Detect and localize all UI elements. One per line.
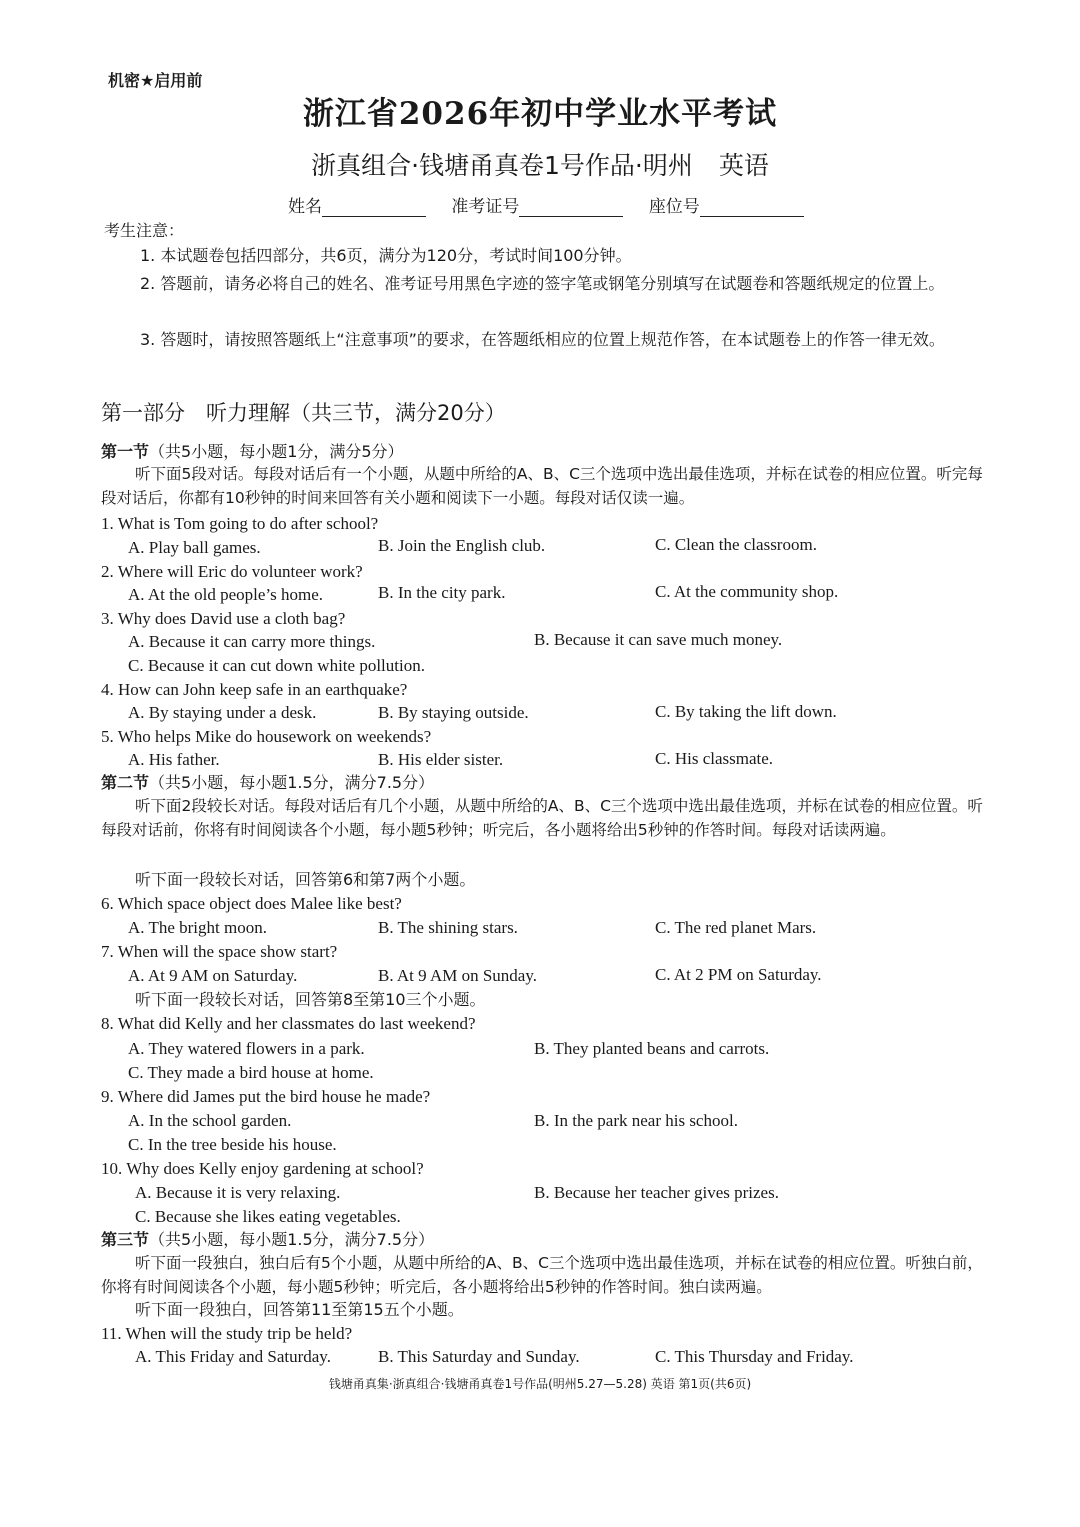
notice-item-2: 2. 答题前，请务必将自己的姓名、准考证号用黑色字迹的签字笔或钢笔分别填写在试题卷和答题纸规定的位置上。 [140,274,945,293]
section3-instructions: 听下面一段独白，独白后有5个小题，从题中所给的A、B、C三个选项中选出最佳选项，并标在试卷的相应位置。听独白前，你将有时间阅读各个小题，每小题5秒钟；听完后，各小题将给出5秒钟的作答时间。独白读两遍。 [101,1254,983,1296]
section3-sub1: 听下面一段独白，回答第11至第15五个小题。 [135,1300,464,1319]
confidential-label: 机密★启用前 [108,71,203,90]
q4-option-b: B. By staying outside. [378,703,529,722]
q10-option-c: C. Because she likes eating vegetables. [135,1207,401,1226]
q11-option-a: A. This Friday and Saturday. [135,1347,331,1366]
q5-option-c: C. His classmate. [655,749,774,768]
exam-title: 浙江省2026年初中学业水平考试 [302,96,778,132]
section3-label: 第三节 [101,1230,150,1249]
q5-option-b: B. His elder sister. [378,750,504,769]
q5-option-a: A. His father. [128,750,220,769]
section1-header [101,440,404,464]
q9-option-c: C. In the tree beside his house. [128,1135,337,1154]
question-2: 2. Where will Eric do volunteer work? [101,562,363,581]
exam-no-field[interactable] [519,198,623,217]
question-7: 7. When will the space show start? [101,942,338,961]
question-5: 5. Who helps Mike do housework on weekends? [101,727,432,746]
notice-item-3: 3. 答题时，请按照答题纸上“注意事项”的要求，在答题纸相应的位置上规范作答，在本试题卷上的作答一律无效。 [140,330,945,349]
seat-label: 座位号 [648,197,700,217]
q10-option-a: A. Because it is very relaxing. [135,1183,341,1202]
q3-option-c: C. Because it can cut down white pollution. [128,656,425,675]
section2-sub1: 听下面一段较长对话，回答第6和第7两个小题。 [135,870,476,889]
section2-label: 第二节 [101,773,150,792]
section2-instructions: 听下面2段较长对话。每段对话后有几个小题，从题中所给的A、B、C三个选项中选出最佳选项，并标在试卷的相应位置。听每段对话前，你将有时间阅读各个小题，每小题5秒钟；听完后，各小题将给出5秒钟的作答时间。每段对话读两遍。 [101,797,983,839]
q7-option-c: C. At 2 PM on Saturday. [655,965,822,984]
q10-option-b: B. Because her teacher gives prizes. [534,1183,779,1202]
question-9: 9. Where did James put the bird house he made? [101,1087,431,1106]
name-field[interactable] [322,198,426,217]
q3-option-a: A. Because it can carry more things. [128,632,376,651]
q6-option-b: B. The shining stars. [378,918,518,937]
question-4: 4. How can John keep safe in an earthquake? [101,680,408,699]
q6-option-a: A. The bright moon. [128,918,267,937]
question-6: 6. Which space object does Malee like best? [101,894,402,913]
candidate-fields [288,192,824,217]
page-footer: 钱塘甬真集·浙真组合·钱塘甬真卷1号作品(明州5.27—5.28) 英语 第1页(共6页) [328,1377,752,1391]
q8-option-c: C. They made a bird house at home. [128,1063,374,1082]
q4-option-a: A. By staying under a desk. [128,703,317,722]
notice-item-1: 1. 本试题卷包括四部分，共6页，满分为120分，考试时间100分钟。 [140,246,632,265]
section1-info: （共5小题，每小题1分，满分5分） [149,442,404,461]
section2-info: （共5小题，每小题1.5分，满分7.5分） [149,773,435,792]
exam-no-label: 准考证号 [451,197,520,217]
q1-option-b: B. Join the English club. [378,536,546,555]
q7-option-b: B. At 9 AM on Sunday. [378,966,538,985]
question-8: 8. What did Kelly and her classmates do last weekend? [101,1014,476,1033]
section3-header [101,1228,434,1252]
section2-header [101,771,434,795]
seat-field[interactable] [700,198,804,217]
q8-option-b: B. They planted beans and carrots. [534,1039,770,1058]
section2-sub2: 听下面一段较长对话，回答第8至第10三个小题。 [135,990,486,1009]
section1-instructions: 听下面5段对话。每段对话后有一个小题，从题中所给的A、B、C三个选项中选出最佳选项，并标在试卷的相应位置。听完每段对话后，你都有10秒钟的时间来回答有关小题和阅读下一小题。每段对话仅读一遍。 [101,465,983,507]
q6-option-c: C. The red planet Mars. [655,918,817,937]
q2-option-a: A. At the old people’s home. [128,585,324,604]
q7-option-a: A. At 9 AM on Saturday. [128,966,298,985]
subtitle-subject: 英语 [718,151,769,180]
question-11: 11. When will the study trip be held? [101,1324,353,1343]
q2-option-c: C. At the community shop. [655,582,839,601]
q11-option-c: C. This Thursday and Friday. [655,1347,854,1366]
part1-title: 第一部分 听力理解（共三节，满分20分） [101,401,506,425]
q11-option-b: B. This Saturday and Sunday. [378,1347,580,1366]
section1-label: 第一节 [101,442,150,461]
exam-subtitle [0,146,1080,182]
section3-info: （共5小题，每小题1.5分，满分7.5分） [149,1230,435,1249]
q2-option-b: B. In the city park. [378,583,506,602]
q4-option-c: C. By taking the lift down. [655,702,837,721]
notice-heading: 考生注意： [104,221,185,240]
q1-option-a: A. Play ball games. [128,538,261,557]
q8-option-a: A. They watered flowers in a park. [128,1039,365,1058]
name-label: 姓名 [288,197,322,217]
question-1: 1. What is Tom going to do after school? [101,514,379,533]
question-3: 3. Why does David use a cloth bag? [101,609,346,628]
q3-option-b: B. Because it can save much money. [534,630,783,649]
q9-option-b: B. In the park near his school. [534,1111,738,1130]
question-10: 10. Why does Kelly enjoy gardening at school? [101,1159,424,1178]
subtitle-series: 浙真组合·钱塘甬真卷1号作品·明州 [311,151,693,180]
q1-option-c: C. Clean the classroom. [655,535,817,554]
q9-option-a: A. In the school garden. [128,1111,292,1130]
